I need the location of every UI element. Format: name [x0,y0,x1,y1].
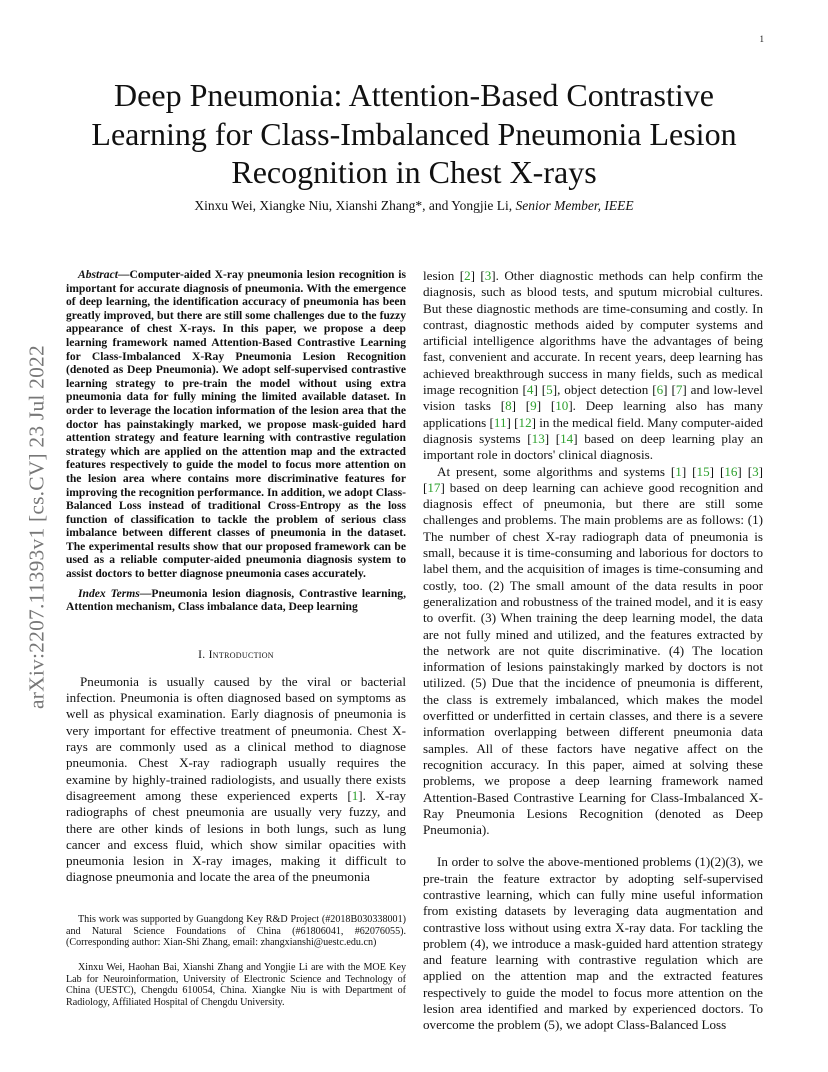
citation-link[interactable]: 6 [656,382,664,398]
citation-link[interactable]: 1 [351,787,359,803]
index-terms-lead: Index Terms [78,586,140,600]
intro-paragraph-2 [423,464,763,839]
text-run: ] [ [544,430,561,446]
text-run: ] in the medical field. Many computer-aided diagnosis systems [ [423,414,763,446]
author-line [70,198,758,214]
citation-link[interactable]: 9 [530,398,537,414]
text-run: At present, some algorithms and systems [ [437,463,676,479]
text-run: ] [ [681,463,697,479]
citation-link[interactable]: 8 [505,398,512,414]
citation-link[interactable]: 7 [675,382,683,398]
intro-paragraph-1 [66,674,406,886]
citation-link[interactable]: 13 [531,430,545,446]
intro-text-a: Pneumonia is usually caused by the viral or bacterial infection. Pneumonia is often diagnosed based on symptoms as well as physical examination. Early diagnosis of pneumonia is very important for effective treatment of pneumonia. Chest X-rays are commonly used as a clinical method to diagnose pneumonia. Chest X-ray radiograph usually requires the examine by highly-trained radiologists, and usually there exists disagreement among these experienced experts [ [66,673,406,803]
text-run: ]. Deep learning also has many applications [ [423,398,763,430]
abstract-text: Computer-aided X-ray pneumonia lesion recognition is important for accurate diagnosis of pneumonia. With the emergence of deep learning, the identification accuracy of pneumonia has been greatly improved, but there are still some challenges due to the fuzzy appearance of chest X-rays. In this paper, we propose a deep learning framework named Attention-Based Contrastive Learning for Class-Imbalanced X-Ray Pneumonia Lesion Recognition (denoted as Deep Pneumonia). We adopt self-supervised contrastive learning strategy to pre-train the model without using extra pneumonia data for fully mining the limited available dataset. In order to leverage the location information of the lesion area that the doctor has painstakingly marked, we propose mask-guided hard attention strategy and feature learning with contrastive regulation strategy which are applied on the attention map and the extracted features respectively to guide the model to focus more attention on the lesion area where contains more discriminative features for improving the recognition performance. In addition, we adopt Class-Balanced Loss instead of traditional Cross-Entropy as the loss function of classification to tackle the problem of serious class imbalance between different classes of pneumonia in the dataset. The experimental results show that our proposed framework can be used as a reliable computer-aided pneumonia diagnosis system to assist doctors to better diagnose pneumonia cases accurately. [66,268,406,581]
arxiv-identifier: arXiv:2207.11393v1 [cs.CV] 23 Jul 2022 [24,345,49,709]
left-column [66,268,406,886]
text-run: ] [ [663,382,676,398]
text-run: ] [ [709,463,725,479]
paper-title: Deep Pneumonia: Attention-Based Contrastive Learning for Class-Imbalanced Pneumonia Lesion Recognition in Chest X-rays [91,77,737,190]
footnote-affiliations: Xinxu Wei, Haohan Bai, Xianshi Zhang and Yongjie Li are with the MOE Key Lab for Neuroinformation, University of Electronic Science and Technology of China (UESTC), Chengdu 610054, China. Xiangke Niu is with Department of Radiology, Affiliated Hospital of Chengdu University. [66,962,406,1009]
citation-link[interactable]: 3 [484,268,492,283]
intro-paragraph-continued [423,268,763,464]
arxiv-sidebar-stamp [24,292,49,762]
index-terms-text: —Pneumonia lesion diagnosis, Contrastive learning, Attention mechanism, Class imbalance data, Deep learning [66,586,406,614]
citation-link[interactable]: 3 [752,463,759,479]
citation-link[interactable]: 12 [518,414,532,430]
footnote-funding: This work was supported by Guangdong Key R&D Project (#2018B030338001) and Natural Science Foundations of China (#61806041, #62076055). (Corresponding author: Xian-Shi Zhang, email: zhangxianshi@uestc.edu.cn) [66,914,406,949]
citation-link[interactable]: 15 [696,463,710,479]
citation-link[interactable]: 5 [546,382,553,398]
intro-text-b: ]. X-ray radiographs of chest pneumonia are usually very fuzzy, and there are other kinds of lesions in both lungs, such as lung cancer and excess fluid, which show similar opacities with pneumonia lesion in X-ray images, making it difficult to diagnose pneumonia and locate the area of the pneumonia [66,787,406,885]
text-run: ] based on deep learning play an important role in doctors' clinical diagnosis. [423,430,763,463]
text-run: ] [ [470,268,485,283]
citation-link[interactable]: 11 [493,414,507,430]
citation-link[interactable]: 4 [526,382,534,398]
intro-paragraph-3: In order to solve the above-mentioned problems (1)(2)(3), we pre-train the feature extractor by adopting self-supervised contrastive learning, which can fully mine useful information from existing datasets by leveraging data augmentation and contrastive loss without using extra X-ray data. For tackling the problem (4), we introduce a mask-guided hard attention strategy and feature learning with contrastive regulation which are applied on the attention map and the extracted features respectively to guide the model to focus more attention on the lesion area identified and marked by experienced doctors. To overcome the problem (5), we adopt Class-Balanced Loss [423,854,763,1033]
text-run: ] [ [423,463,764,495]
section-heading-introduction: I. Introduction [198,647,274,661]
right-column [423,268,763,1034]
text-run: lesion [ [423,268,465,283]
page-number: 1 [759,34,764,44]
citation-link[interactable]: 16 [724,463,738,479]
text-run: ] [ [533,382,547,398]
text-run: ]. Other diagnostic methods can help confirm the diagnosis, such as blood tests, and sputum microbial cultures. But these diagnostic methods are time-consuming and costly. In contrast, diagnostic methods aided by computer systems and artificial intelligence algorithms have the advantages of being fast, convenient and accurate. In recent years, deep learning has achieved breakthrough success in many fields, such as medical image recognition [ [423,268,763,398]
citation-link[interactable]: 1 [675,463,682,479]
citation-link[interactable]: 14 [560,430,574,446]
author-role: Senior Member, IEEE [515,198,634,213]
text-run: ] and low-level vision tasks [ [423,382,763,414]
text-run: ] [ [506,414,519,430]
text-run: ] [ [536,398,556,414]
abstract-lead: Abstract— [78,268,130,281]
text-run: ] based on deep learning can achieve good recognition and diagnosis effect of pneumonia, but there are still some challenges and problems. The main problems are as follows: (1) The number of chest X-ray radiograph data of pneumonia is small, because it is time-consuming and laborious for doctors to label them, and the acquisition of images is time-consuming and costly, too. (2) The small amount of the data results in poor generalization and robustness of the trained model, and it is easy to overfit. (3) When training the deep learning model, the data are not fully mined and utilized, and the features extracted by the network are not quite discriminative. (4) The location information of lesions painstakingly marked by doctors is not utilized. (5) Due that the incidence of pneumonia is different, the class is extremely imbalanced, which makes the model overfitted or underfitted in certain classes, and there is a severe information overlapping between different pneumonia data samples. All of these factors have negative affect on the recognition accuracy. In this paper, aimed at solving these problems, we propose a deep learning framework named Attention-Based Contrastive Learning for Class-Imbalanced X-Ray Pneumonia Lesions Recognition (denoted as Deep Pneumonia). [423,479,763,838]
text-run: ] [ [511,398,531,414]
abstract [66,268,406,581]
citation-link[interactable]: 10 [555,398,569,414]
citation-link[interactable]: 17 [427,479,441,495]
text-run: ] [ [737,463,753,479]
author-names: Xinxu Wei, Xiangke Niu, Xianshi Zhang*, and Yongjie Li, [194,198,513,213]
citation-link[interactable]: 2 [464,268,471,283]
index-terms [66,587,406,614]
text-run: ], object detection [ [552,382,657,398]
